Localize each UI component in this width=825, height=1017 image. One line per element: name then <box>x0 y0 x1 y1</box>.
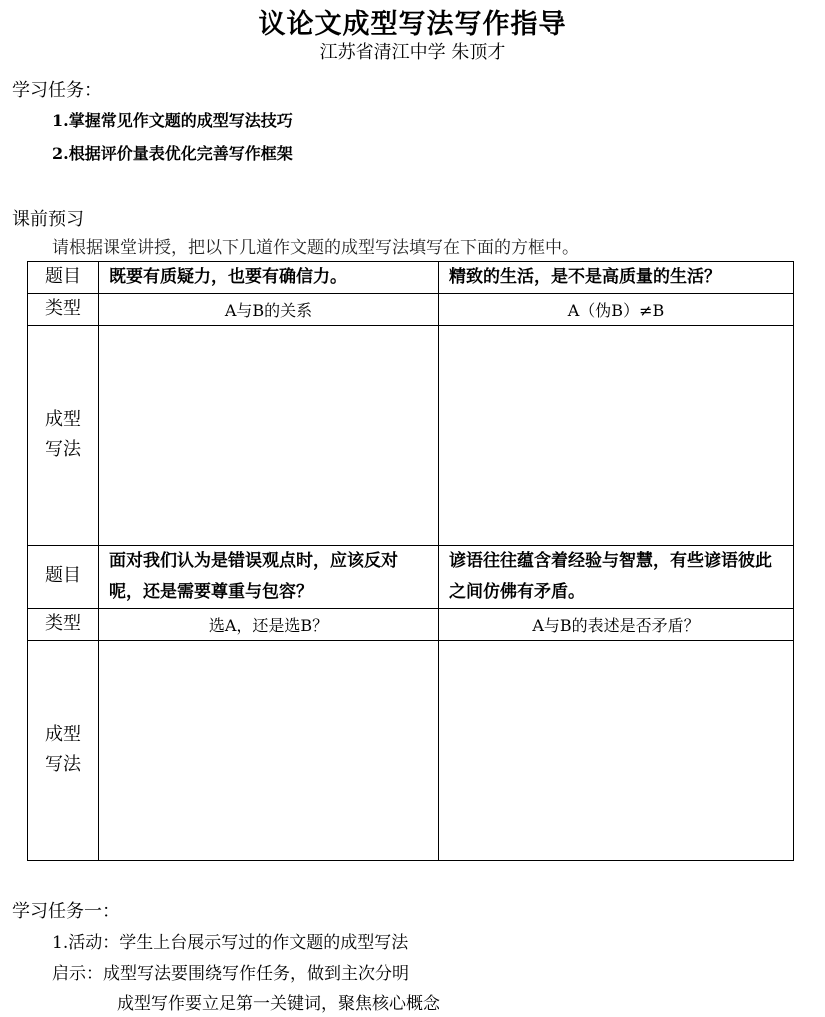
type-label: 类型 <box>28 293 99 325</box>
method-label-line: 写法 <box>45 439 81 461</box>
type-label: 类型 <box>28 608 99 640</box>
type-cell: A与B的关系 <box>99 293 439 325</box>
task-item-1: 1.掌握常见作文题的成型写法技巧 <box>52 111 293 130</box>
hint-line-2: 成型写作要立足第一关键词，聚焦核心概念 <box>117 994 440 1014</box>
topic-label: 题目 <box>28 262 99 294</box>
method-label-line: 成型 <box>45 408 81 430</box>
tasks-heading: 学习任务： <box>12 80 102 101</box>
topic-cell: 谚语往往蕴含着经验与智慧，有些谚语彼此之间仿佛有矛盾。 <box>439 545 794 608</box>
preview-heading: 课前预习 <box>12 209 84 230</box>
answer-box[interactable] <box>99 640 439 860</box>
answer-box[interactable] <box>99 325 439 545</box>
topic-cell: 面对我们认为是错误观点时，应该反对呢，还是需要尊重与包容？ <box>99 545 439 608</box>
task-item-2: 2.根据评价量表优化完善写作框架 <box>52 144 293 163</box>
writing-table <box>27 261 794 861</box>
method-label <box>28 325 99 545</box>
topic-label: 题目 <box>28 545 99 608</box>
preview-instruction: 请根据课堂讲授，把以下几道作文题的成型写法填写在下面的方框中。 <box>52 238 579 258</box>
type-cell: 选A，还是选B？ <box>99 608 439 640</box>
type-cell: A（伪B）≠B <box>439 293 794 325</box>
method-label-line: 成型 <box>45 723 81 745</box>
answer-box[interactable] <box>439 325 794 545</box>
task-one-heading: 学习任务一： <box>12 901 120 922</box>
activity-line: 1.活动：学生上台展示写过的作文题的成型写法 <box>52 933 409 953</box>
topic-cell: 既要有质疑力，也要有确信力。 <box>99 262 439 294</box>
answer-box[interactable] <box>439 640 794 860</box>
hint-line-1: 启示：成型写法要围绕写作任务，做到主次分明 <box>52 964 409 984</box>
author-line: 江苏省清江中学 朱顶才 <box>319 42 506 63</box>
topic-cell: 精致的生活，是不是高质量的生活？ <box>439 262 794 294</box>
method-label <box>28 640 99 860</box>
type-cell: A与B的表述是否矛盾？ <box>439 608 794 640</box>
page-title: 议论文成型写法写作指导 <box>258 9 567 40</box>
method-label-line: 写法 <box>45 754 81 776</box>
